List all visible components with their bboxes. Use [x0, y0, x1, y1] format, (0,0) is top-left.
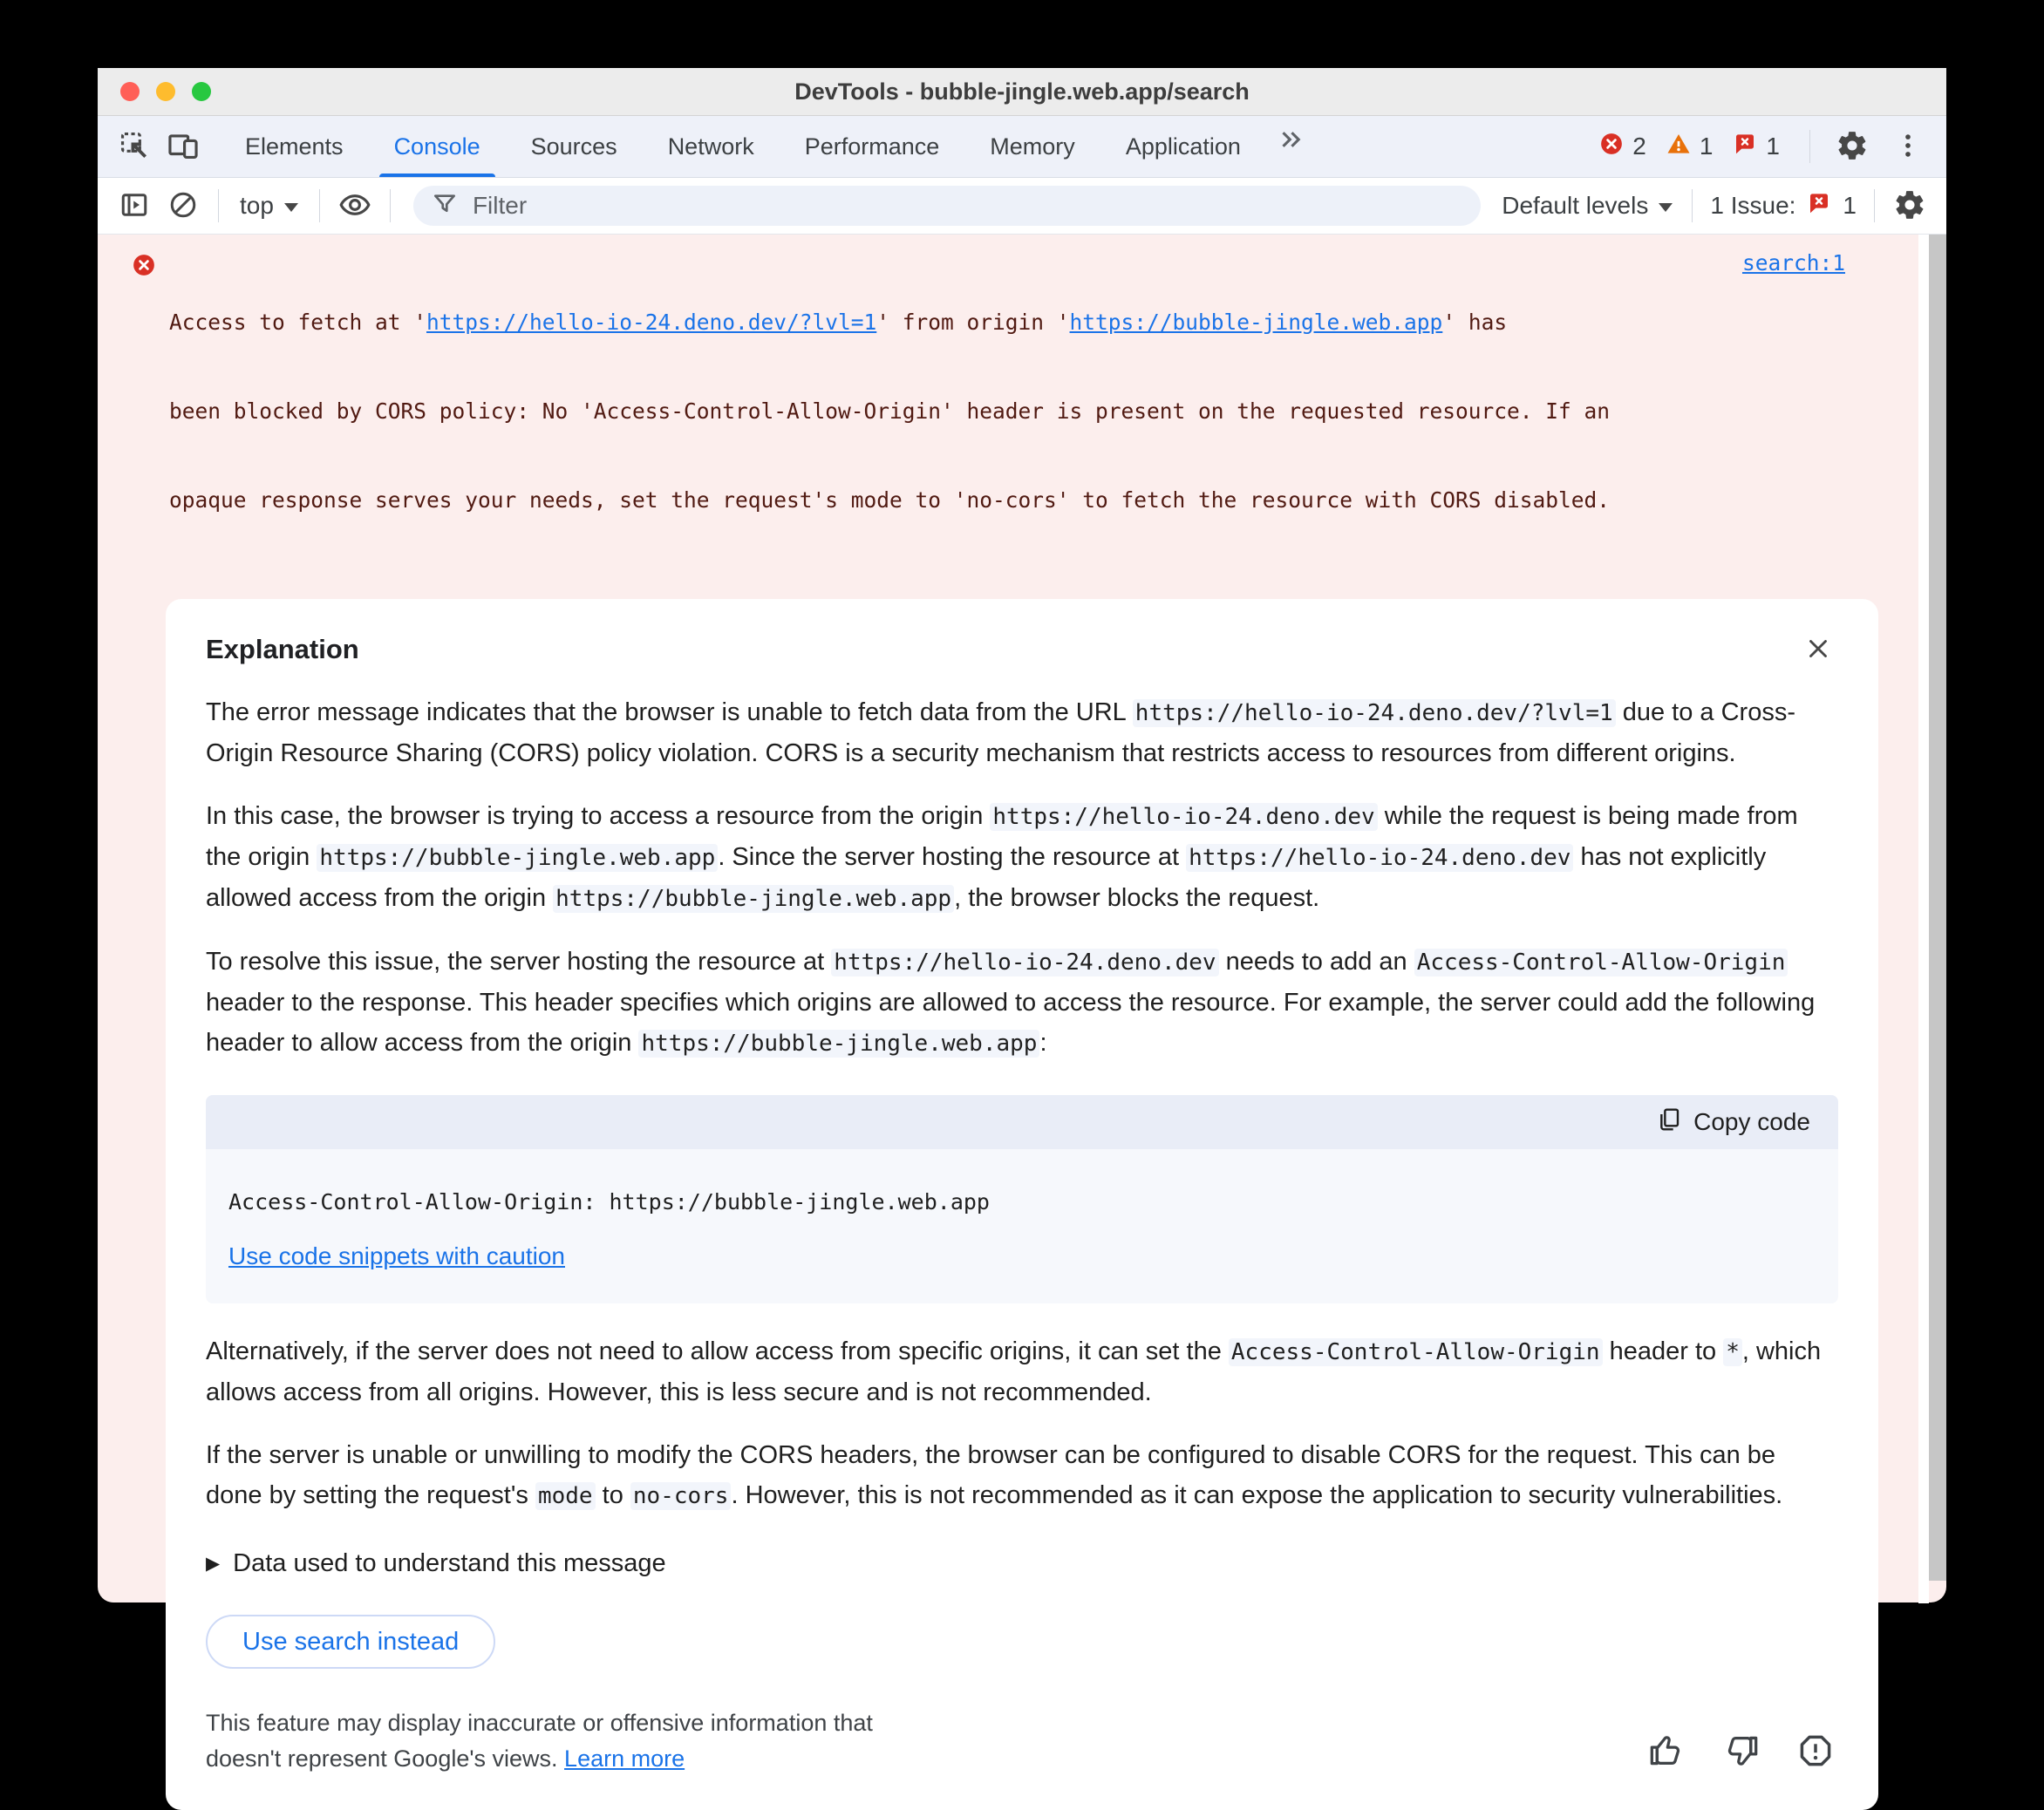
device-toolbar-icon — [167, 129, 200, 165]
issues-chip-label: 1 Issue: — [1710, 192, 1796, 219]
tab-label: Sources — [530, 133, 617, 160]
issues-icon — [1732, 131, 1758, 163]
data-used-disclosure[interactable] — [206, 1549, 1838, 1578]
explanation-header — [206, 629, 1838, 671]
filter-input[interactable] — [471, 191, 1463, 221]
window-title: DevTools - bubble-jingle.web.app/search — [794, 78, 1250, 105]
explanation-paragraph: Alternatively, if the server does not need to allow access from specific origins, it can set the Access-Control-Allow-Origin header to * , which allows access from all origins. However, this is less secure and is not recommended. — [206, 1337, 1822, 1406]
eye-icon — [338, 188, 371, 224]
tab-memory[interactable] — [964, 116, 1100, 177]
issues-count: 1 — [1766, 133, 1780, 160]
issues-icon — [1806, 190, 1832, 222]
disclaimer-text — [206, 1705, 873, 1777]
code-block-header — [206, 1095, 1838, 1149]
divider — [218, 189, 219, 222]
ai-explanation-card — [166, 599, 1878, 1810]
zoom-window-button[interactable] — [192, 82, 211, 101]
request-url-link[interactable]: https://hello-io-24.deno.dev/?lvl=1 — [426, 310, 877, 335]
devtools-tabbar — [98, 116, 1946, 178]
scrollbar-gutter — [1918, 235, 1929, 1603]
explanation-footer — [206, 1705, 1838, 1777]
copy-icon — [1655, 1106, 1683, 1140]
tab-sources[interactable] — [506, 116, 643, 177]
filter-field[interactable] — [413, 186, 1481, 226]
issues-chip[interactable] — [1703, 190, 1863, 222]
tab-console[interactable] — [369, 116, 506, 177]
disclaimer-line-1: This feature may display inaccurate or offensive information that — [206, 1710, 873, 1736]
console-sidebar-button[interactable] — [110, 181, 159, 230]
copy-code-label: Copy code — [1693, 1108, 1810, 1135]
explanation-title: Explanation — [206, 634, 359, 664]
thumbs-up-button[interactable] — [1646, 1731, 1686, 1773]
divider — [390, 189, 391, 222]
tab-performance[interactable] — [780, 116, 965, 177]
warning-count-badge[interactable] — [1666, 131, 1714, 163]
javascript-context-dropdown[interactable] — [229, 192, 309, 220]
disclaimer-line-2 — [206, 1741, 873, 1777]
chevron-down-icon — [1659, 203, 1673, 212]
tab-application[interactable] — [1100, 116, 1266, 177]
dock-panel-icon — [119, 189, 150, 223]
explanation-paragraph: To resolve this issue, the server hosting the resource at https://hello-io-24.deno.dev needs to add an Access-Control-Allow-Origin header to the response. This header specifies which origins are allowed to access the resource. For example, the server could add the following header to allow access from the origin https://bubble-jingle.web.app : — [206, 948, 1816, 1057]
error-text: Access to fetch at ' — [169, 310, 427, 335]
console-messages-area — [98, 235, 1946, 1772]
console-toolbar — [98, 178, 1946, 235]
source-location-link[interactable]: search:1 — [1741, 250, 1845, 276]
log-levels-dropdown[interactable] — [1493, 192, 1681, 220]
explanation-paragraph: The error message indicates that the browser is unable to fetch data from the URL https://hello-io-24.deno.dev/?lvl=1 due to a Cross-Origin Resource Sharing (CORS) policy violation. CORS is a security mechanism that restricts access to resources from different origins. — [206, 698, 1795, 767]
panel-tabs — [220, 116, 1315, 177]
issues-chip-count: 1 — [1843, 192, 1857, 219]
more-options-button[interactable] — [1884, 122, 1932, 171]
disclosure-triangle-icon: ▶ — [206, 1554, 221, 1574]
copy-code-button[interactable] — [1650, 1105, 1816, 1140]
divider — [319, 189, 320, 222]
explanation-paragraph: In this case, the browser is trying to access a resource from the origin https://hello-io-24.deno.dev while the request is being made from the origin https://bubble-jingle.web.app . Since the server hosting the resource at https://hello-io-24.deno.dev has not explicitly allowed access from the origin https://bubble-jingle.web.app , the browser blocks the request. — [206, 802, 1798, 912]
warning-icon — [1666, 131, 1692, 163]
tab-label: Console — [393, 133, 480, 160]
issues-count-badge[interactable] — [1732, 131, 1780, 163]
close-window-button[interactable] — [120, 82, 140, 101]
thumbs-up-icon — [1646, 1760, 1686, 1773]
origin-url-link[interactable]: https://bubble-jingle.web.app — [1069, 310, 1443, 335]
code-caution-link[interactable]: Use code snippets with caution — [228, 1242, 565, 1269]
tab-label: Performance — [804, 133, 940, 160]
context-label: top — [240, 192, 274, 219]
error-count-badge[interactable] — [1598, 131, 1646, 163]
report-issue-button[interactable] — [1796, 1732, 1835, 1773]
code-block-body — [206, 1149, 1838, 1303]
chevron-down-icon — [284, 203, 298, 212]
clear-console-button[interactable] — [159, 181, 208, 230]
device-toolbar-button[interactable] — [159, 122, 208, 171]
divider — [1874, 189, 1875, 222]
divider — [1692, 189, 1693, 222]
tab-label: Network — [667, 133, 754, 160]
inspect-element-button[interactable] — [110, 122, 159, 171]
learn-more-link[interactable]: Learn more — [564, 1745, 685, 1772]
tab-label: Elements — [245, 133, 344, 160]
live-expression-button[interactable] — [330, 181, 379, 230]
error-line-1 — [169, 308, 1610, 337]
console-settings-button[interactable] — [1885, 181, 1934, 230]
divider — [1809, 130, 1810, 163]
macos-traffic-lights — [120, 68, 211, 115]
error-icon — [131, 252, 157, 286]
console-error-message — [98, 235, 1946, 582]
disclaimer-text: doesn't represent Google's views. — [206, 1745, 558, 1772]
levels-label: Default levels — [1502, 192, 1649, 219]
feedback-buttons — [1646, 1731, 1838, 1777]
tab-network[interactable] — [643, 116, 780, 177]
settings-button[interactable] — [1828, 122, 1877, 171]
report-warning-icon — [1796, 1759, 1835, 1773]
tab-label: Application — [1125, 133, 1241, 160]
gear-icon — [1893, 188, 1926, 224]
thumbs-down-button[interactable] — [1721, 1731, 1761, 1773]
error-line-3: opaque response serves your needs, set the request's mode to 'no-cors' to fetch the resource with CORS disabled. — [169, 487, 1611, 513]
code-snippet-text: Access-Control-Allow-Origin: https://bubble-jingle.web.app — [228, 1189, 990, 1215]
explanation-paragraph: If the server is unable or unwilling to modify the CORS headers, the browser can be configured to disable CORS for the request. This can be done by setting the request's mode to no-cors . However, this is not recommended as it can expose the application to security vulnerabilities. — [206, 1441, 1783, 1509]
close-explanation-button[interactable] — [1798, 629, 1838, 671]
tab-elements[interactable] — [220, 116, 369, 177]
error-icon — [1598, 131, 1625, 163]
chevron-double-right-icon — [1276, 125, 1305, 157]
tab-label: Memory — [990, 133, 1075, 160]
block-icon — [167, 189, 199, 223]
thumbs-down-icon — [1721, 1760, 1761, 1773]
scrollbar-thumb[interactable] — [1929, 235, 1946, 1581]
disclosure-label: Data used to understand this message — [233, 1549, 666, 1577]
status-badges — [1598, 122, 1932, 171]
close-icon — [1803, 653, 1833, 666]
error-text: ' from origin ' — [876, 310, 1070, 335]
filter-funnel-icon — [431, 190, 459, 222]
devtools-window — [98, 68, 1946, 1772]
error-text: ' has — [1442, 310, 1508, 335]
use-search-instead-button[interactable]: Use search instead — [206, 1615, 495, 1669]
error-message-text — [169, 248, 1610, 575]
titlebar — [98, 68, 1946, 116]
code-snippet-block — [206, 1095, 1838, 1303]
warning-count: 1 — [1699, 133, 1714, 160]
inspect-cursor-icon — [118, 129, 151, 165]
error-count: 2 — [1632, 133, 1646, 160]
more-tabs-button[interactable] — [1266, 116, 1315, 165]
error-line-2: been blocked by CORS policy: No 'Access-Control-Allow-Origin' header is present on the requested resource. If an — [169, 398, 1611, 424]
gear-icon — [1836, 129, 1869, 165]
kebab-menu-icon — [1893, 131, 1923, 163]
minimize-window-button[interactable] — [156, 82, 175, 101]
